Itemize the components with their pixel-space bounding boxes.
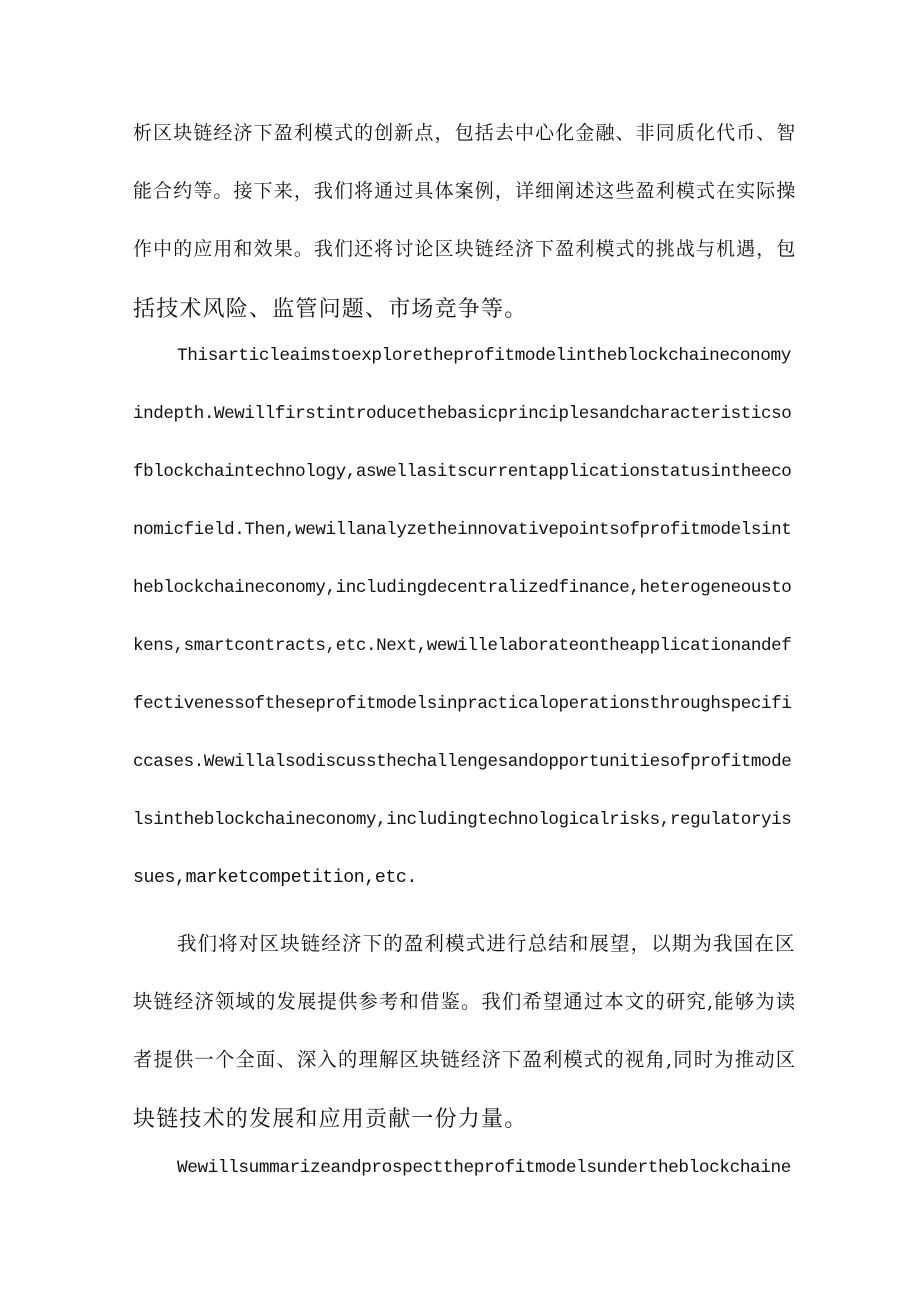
- text-line: ccases.Wewillalsodiscussthechallengesandopportunitiesofprofitmode: [133, 752, 792, 772]
- text-line: heblockchaineconomy,includingdecentralizedfinance,heterogeneousto: [133, 578, 792, 598]
- text-line: 块链经济领域的发展提供参考和借鉴。我们希望通过本文的研究,能够为读: [133, 990, 797, 1013]
- text-line: 者提供一个全面、深入的理解区块链经济下盈利模式的视角,同时为推动区: [133, 1048, 797, 1071]
- text-line: 括技术风险、监管问题、市场竞争等。: [133, 297, 528, 322]
- text-line: nomicfield.Then,wewillanalyzetheinnovativepointsofprofitmodelsint: [133, 520, 792, 540]
- text-line: sues,marketcompetition,etc.: [133, 868, 417, 888]
- text-line: 块链技术的发展和应用贡献一份力量。: [133, 1107, 528, 1132]
- text-line: 析区块链经济下盈利模式的创新点，包括去中心化金融、非同质化代币、智: [133, 122, 797, 144]
- text-line: indepth.Wewillfirstintroducethebasicprinciplesandcharacteristicso: [133, 404, 792, 424]
- text-line: lsintheblockchaineconomy,includingtechnologicalrisks,regulatoryis: [133, 810, 792, 830]
- text-line: Thisarticleaimstoexploretheprofitmodelintheblockchaineconomy: [177, 346, 791, 366]
- text-line: fblockchaintechnology,aswellasitscurrentapplicationstatusintheeco: [133, 462, 792, 482]
- text-line: fectivenessoftheseprofitmodelsinpracticaloperationsthroughspecifi: [133, 694, 792, 714]
- text-line: kens,smartcontracts,etc.Next,wewillelaborateontheapplicationandef: [133, 636, 792, 656]
- text-line: 作中的应用和效果。我们还将讨论区块链经济下盈利模式的挑战与机遇，包: [133, 238, 797, 260]
- text-line: Wewillsummarizeandprospecttheprofitmodelsundertheblockchaine: [177, 1158, 791, 1178]
- text-line: 能合约等。接下来，我们将通过具体案例，详细阐述这些盈利模式在实际操: [133, 180, 797, 202]
- text-line: 我们将对区块链经济下的盈利模式进行总结和展望，以期为我国在区: [177, 932, 796, 955]
